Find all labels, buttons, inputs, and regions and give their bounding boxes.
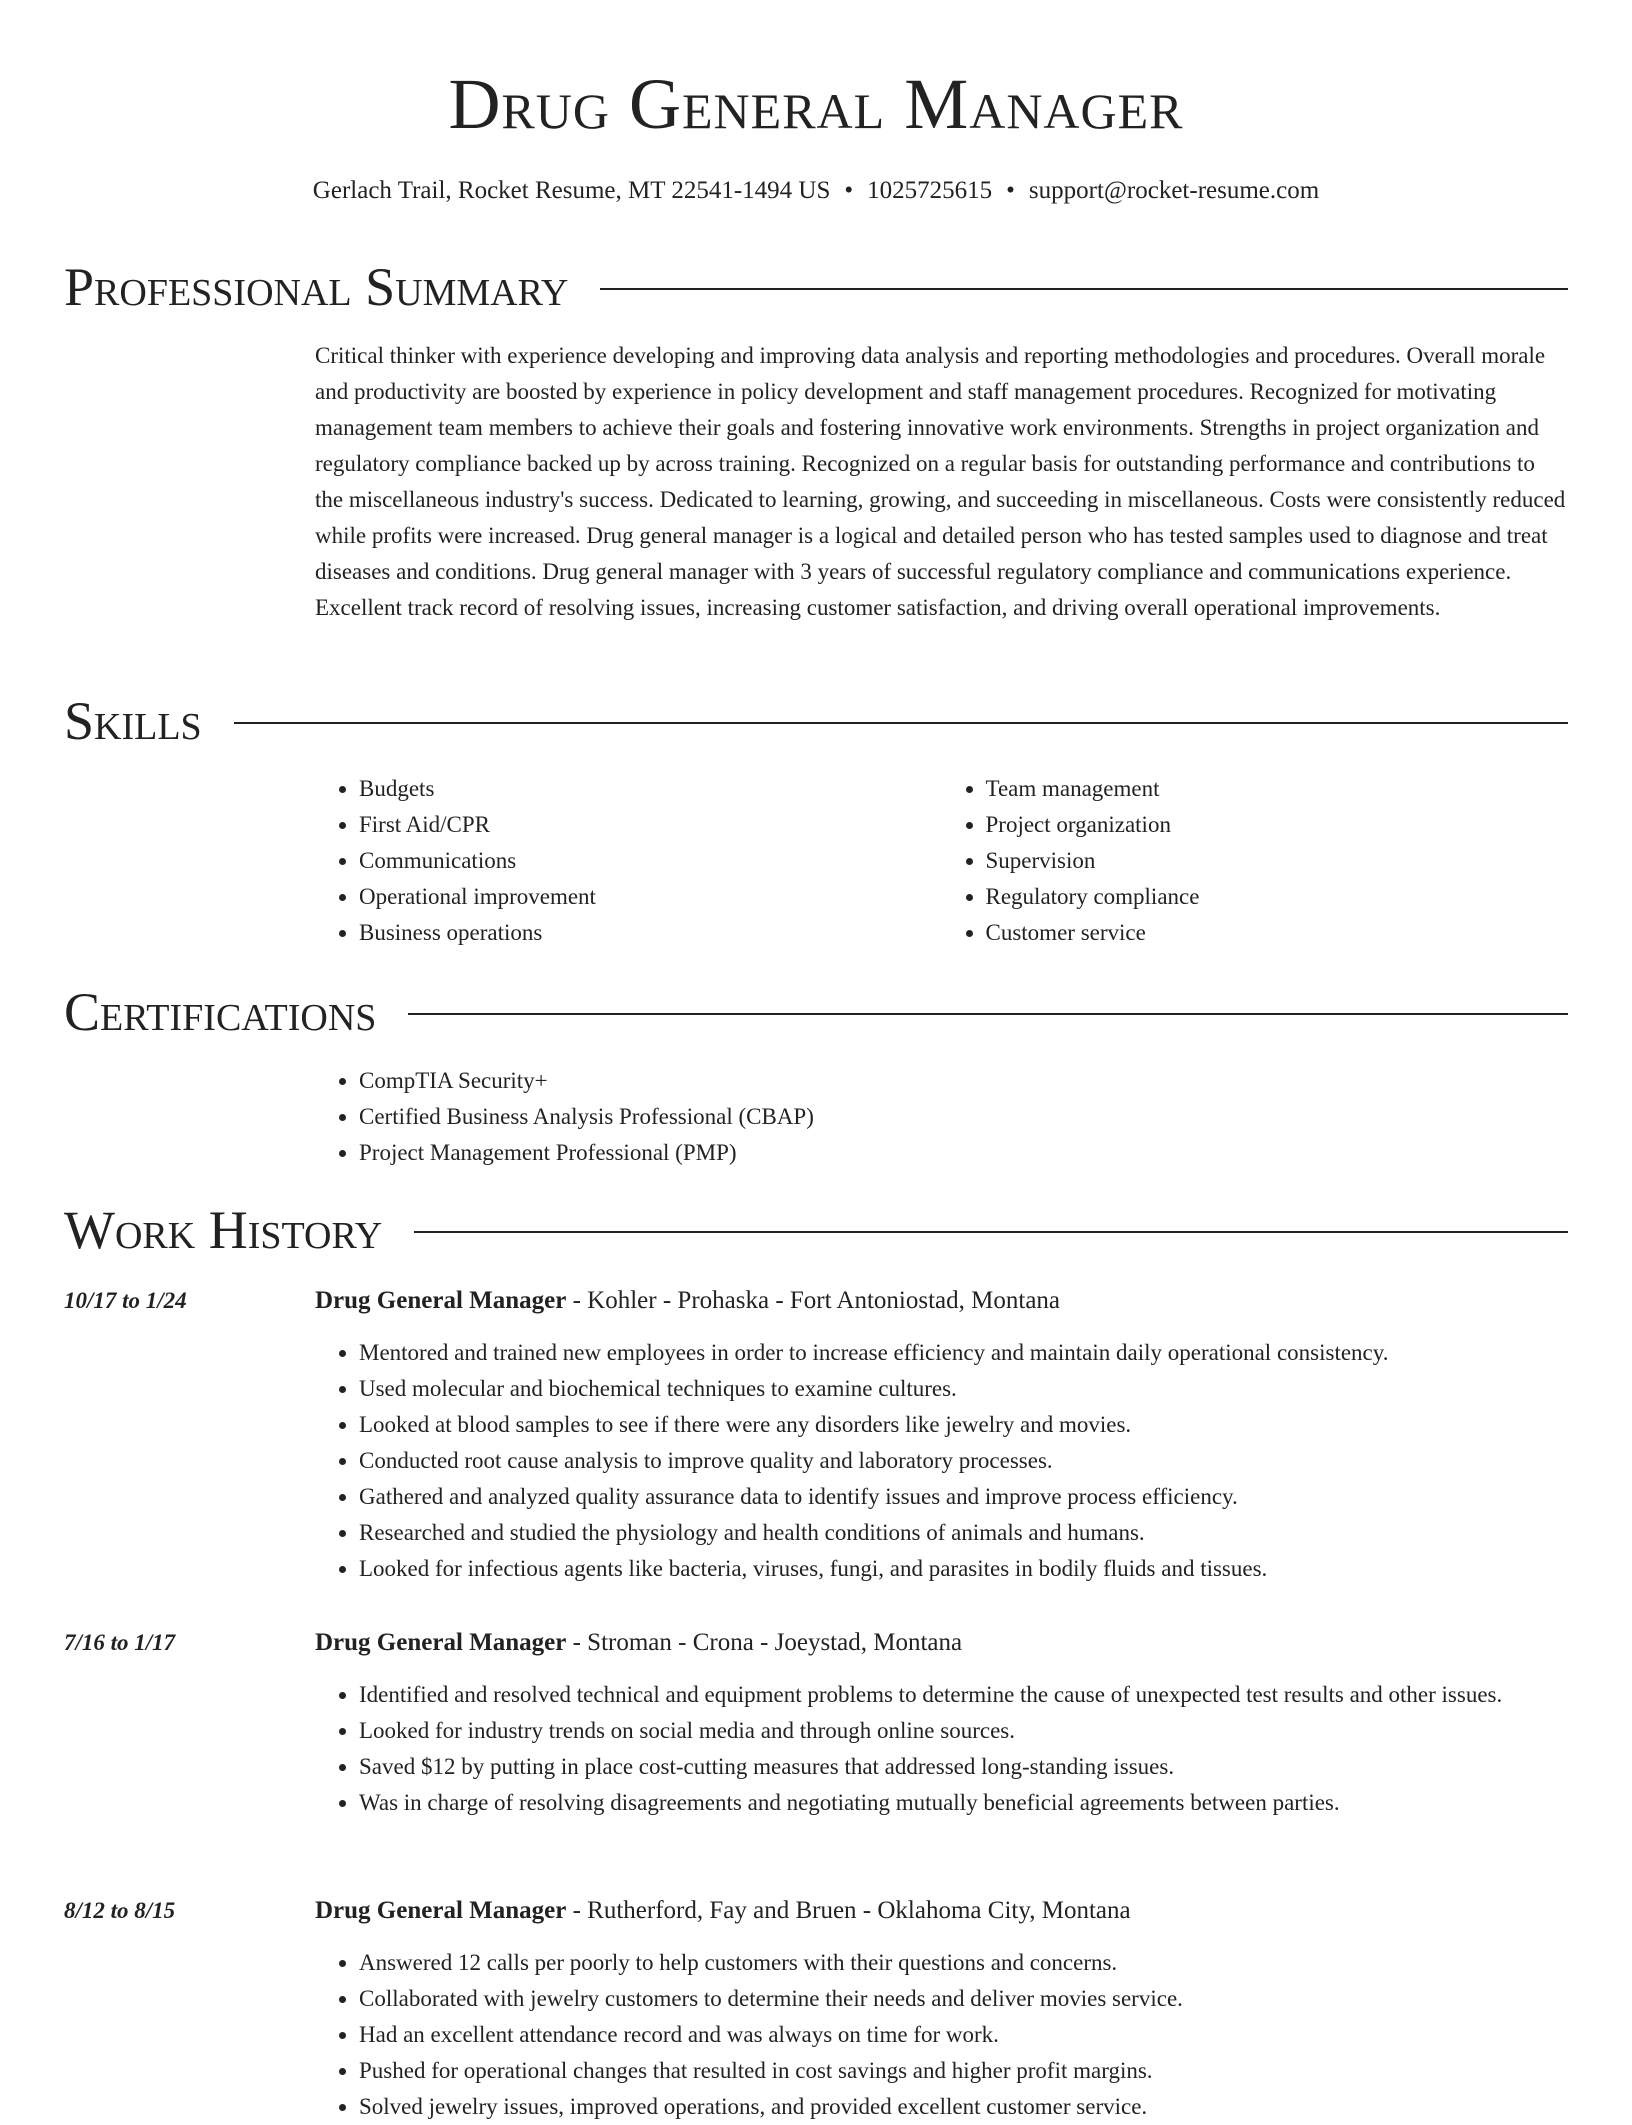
skills-title: Skills — [64, 691, 202, 751]
certification-item: • Project Management Professional (PMP) — [359, 1135, 1568, 1171]
job-bullets — [315, 1335, 1568, 1587]
job-header — [315, 1283, 1568, 1319]
job-bullet: • Was in charge of resolving disagreements and negotiating mutually beneficial agreements between parties. — [359, 1785, 1568, 1821]
skill-item: • Budgets — [359, 771, 942, 807]
job-bullet: • Conducted root cause analysis to improve quality and laboratory processes. — [359, 1443, 1568, 1479]
skill-item: • Communications — [359, 843, 942, 879]
job-bullet: • Collaborated with jewelry customers to determine their needs and deliver movies service. — [359, 1981, 1568, 2017]
contact-separator: • — [1006, 177, 1015, 204]
skill-item: • Project organization — [986, 807, 1569, 843]
job-bullet: • Had an excellent attendance record and was always on time for work. — [359, 2017, 1568, 2053]
section-divider — [234, 722, 1568, 724]
job-header — [315, 1625, 1568, 1661]
certifications-heading — [64, 980, 1568, 1044]
skill-item: • Operational improvement — [359, 879, 942, 915]
job-bullet: • Saved $12 by putting in place cost-cutting measures that addressed long-standing issues. — [359, 1749, 1568, 1785]
job-bullet: • Looked at blood samples to see if there were any disorders like jewelry and movies. — [359, 1407, 1568, 1443]
job-employer: - Kohler - Prohaska - Fort Antoniostad, Montana — [566, 1287, 1061, 1314]
skill-item: • Regulatory compliance — [986, 879, 1569, 915]
job-bullet: • Answered 12 calls per poorly to help customers with their questions and concerns. — [359, 1945, 1568, 1981]
job-bullet: • Identified and resolved technical and equipment problems to determine the cause of unexpected test results and other issues. — [359, 1677, 1568, 1713]
job-bullet: • Solved jewelry issues, improved operations, and provided excellent customer service. — [359, 2089, 1568, 2125]
job-employer: - Stroman - Crona - Joeystad, Montana — [566, 1629, 963, 1656]
job-role: Drug General Manager — [315, 1287, 567, 1314]
contact-email: support@rocket-resume.com — [1028, 177, 1320, 204]
resume-name: Drug General Manager — [448, 64, 1184, 144]
section-divider — [600, 288, 1568, 290]
skill-item: • Customer service — [986, 915, 1569, 951]
job-dates: 7/16 to 1/17 — [64, 1630, 176, 1655]
job-dates: 8/12 to 8/15 — [64, 1898, 176, 1923]
job-bullet: • Used molecular and biochemical techniques to examine cultures. — [359, 1371, 1568, 1407]
skill-item: • Business operations — [359, 915, 942, 951]
contact-address: Gerlach Trail, Rocket Resume, MT 22541-1494 US — [312, 177, 831, 204]
section-divider — [414, 1231, 1568, 1233]
job-dates: 10/17 to 1/24 — [64, 1288, 187, 1313]
job-bullet: • Mentored and trained new employees in order to increase efficiency and maintain daily operational consistency. — [359, 1335, 1568, 1371]
contact-separator: • — [844, 177, 854, 204]
job-employer: - Rutherford, Fay and Bruen - Oklahoma City, Montana — [566, 1897, 1131, 1924]
section-divider — [408, 1013, 1568, 1015]
skills-list — [315, 771, 1568, 951]
skill-item: • Supervision — [986, 843, 1569, 879]
job-bullet: • Looked for infectious agents like bacteria, viruses, fungi, and parasites in bodily fluids and tissues. — [359, 1551, 1568, 1587]
job-role: Drug General Manager — [315, 1897, 567, 1924]
summary-heading — [64, 255, 1568, 319]
job-bullet: • Pushed for operational changes that resulted in cost savings and higher profit margins. — [359, 2053, 1568, 2089]
summary-text: Critical thinker with experience developing and improving data analysis and reporting methodologies and procedures. Overall morale and productivity are boosted by experience in policy development and staff management procedures. Recognized for motivating management team members to achieve their goals and fostering innovative work environments. Strengths in project organization and regulatory compliance backed up by across training. Recognized on a regular basis for outstanding performance and contributions to the miscellaneous industry's success. Dedicated to learning, growing, and succeeding in miscellaneous. Costs were consistently reduced while profits were increased. Drug general manager is a logical and detailed person who has tested samples used to diagnose and treat diseases and conditions. Drug general manager with 3 years of successful regulatory compliance and communications experience. Excellent track record of resolving issues, increasing customer satisfaction, and driving overall operational improvements. — [315, 343, 1566, 620]
certifications-title: Certifications — [64, 982, 377, 1042]
work-history-title: Work History — [64, 1200, 383, 1260]
skills-heading — [64, 689, 1568, 753]
job-bullets — [315, 1945, 1568, 2125]
work-history-heading — [64, 1198, 1568, 1262]
contact-line — [64, 174, 1568, 208]
certifications-list — [315, 1063, 1568, 1171]
job-role: Drug General Manager — [315, 1629, 567, 1656]
certification-item: • CompTIA Security+ — [359, 1063, 1568, 1099]
skill-item: • First Aid/CPR — [359, 807, 942, 843]
contact-phone: 1025725615 — [867, 177, 993, 204]
job-bullet: • Gathered and analyzed quality assurance data to identify issues and improve process efficiency. — [359, 1479, 1568, 1515]
job-bullet: • Looked for industry trends on social media and through online sources. — [359, 1713, 1568, 1749]
skills-column-left — [315, 771, 942, 951]
job-bullets — [315, 1677, 1568, 1821]
skill-item: • Team management — [986, 771, 1569, 807]
job-header — [315, 1893, 1568, 1929]
job-bullet: • Researched and studied the physiology and health conditions of animals and humans. — [359, 1515, 1568, 1551]
skills-column-right — [942, 771, 1569, 951]
certification-item: • Certified Business Analysis Professional (CBAP) — [359, 1099, 1568, 1135]
summary-title: Professional Summary — [64, 257, 569, 317]
